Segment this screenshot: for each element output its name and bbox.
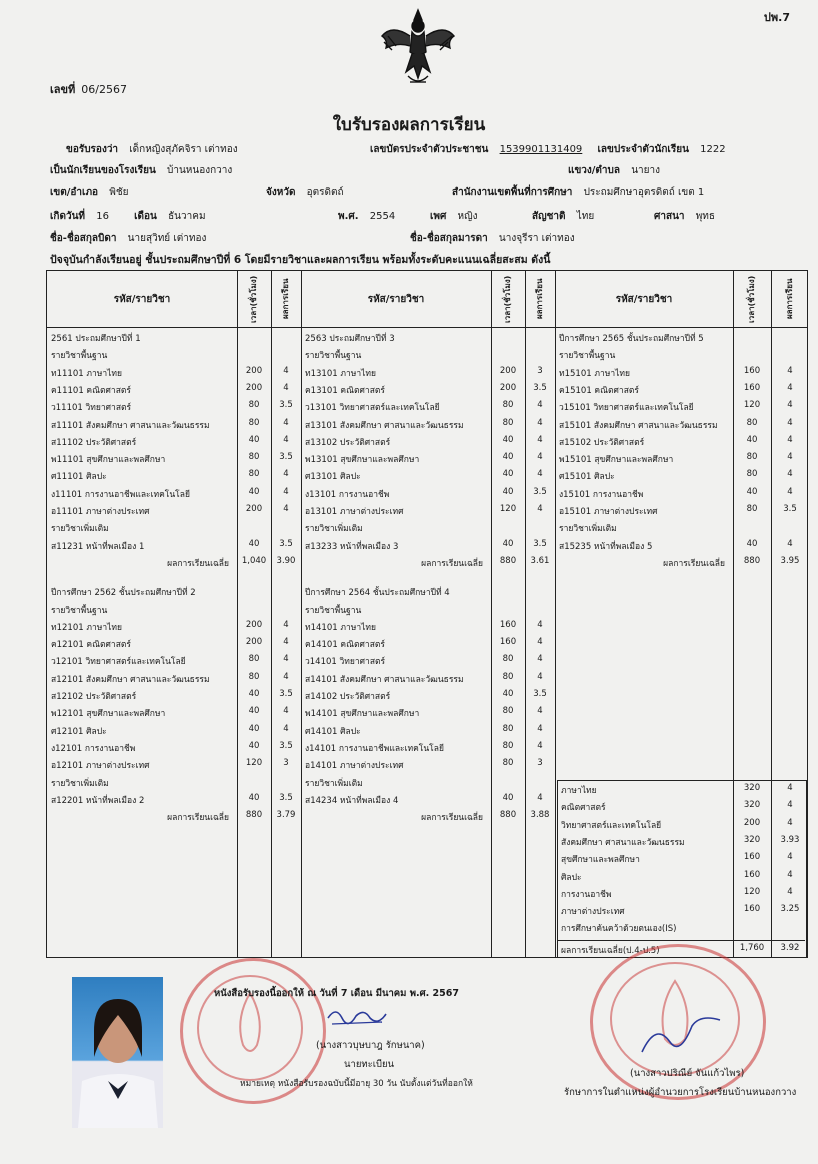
year-title: 2561 ประถมศึกษาปีที่ 1 (51, 334, 141, 344)
year-title: ปีการศึกษา 2565 ชั้นประถมศึกษาปีที่ 5 (559, 334, 704, 344)
subject-hours: 40 (502, 486, 514, 497)
subject-name: รายวิชาพื้นฐาน (51, 351, 108, 362)
nationality-label: สัญชาติ (532, 211, 566, 222)
summary-hours: 200 (743, 817, 761, 828)
subject-grade: 4 (537, 792, 543, 803)
subject-hours: 160 (499, 637, 517, 648)
district-row (50, 185, 132, 200)
subject-name: ส15102 ประวัติศาสตร์ (559, 437, 645, 448)
issue-note: หนังสือรับรองนี้ออกให้ ณ วันที่ 7 เดือน มีนาคม พ.ศ. 2567 (214, 988, 459, 999)
summary-subject: ภาษาต่างประเทศ (561, 907, 625, 918)
subject-hours: 40 (502, 469, 514, 480)
birth-year: 2554 (369, 211, 396, 222)
certify-row (66, 142, 242, 157)
subject-hours: 80 (248, 417, 260, 428)
summary-subject: สังคมศึกษา ศาสนาและวัฒนธรรม (561, 837, 685, 848)
registrar-signature-icon (324, 1004, 390, 1030)
summary-hours: 160 (743, 852, 761, 863)
subject-hours: 80 (502, 654, 514, 665)
subject-hours: 160 (499, 619, 517, 630)
header-grade: ผลการเรียน (785, 278, 794, 320)
subject-hours: 80 (502, 417, 514, 428)
certify-label: ขอรับรองว่า (66, 144, 119, 155)
citizen-id-label: เลขบัตรประจำตัวประชาชน (370, 144, 489, 155)
district-label: เขต/อำเภอ (50, 187, 99, 198)
subject-name: ส14234 หน้าที่พลเมือง 4 (305, 795, 399, 806)
subject-grade: 3 (537, 758, 543, 769)
subject-hours: 200 (499, 382, 517, 393)
average-grade: 3.79 (276, 810, 296, 821)
subject-grade: 3.5 (783, 504, 797, 514)
subject-hours: 40 (502, 434, 514, 445)
summary-grade: 4 (787, 783, 793, 793)
overall-average-label: ผลการเรียนเฉลี่ย(ป.4-ป.5) (561, 945, 660, 956)
subject-hours: 80 (502, 400, 514, 411)
subject-grade: 3.5 (279, 452, 293, 463)
registrar-position: นายทะเบียน (344, 1059, 395, 1070)
subject-hours: 120 (743, 400, 761, 411)
subject-hours: 200 (245, 504, 263, 514)
religion-label: ศาสนา (654, 211, 685, 222)
subject-hours: 200 (245, 382, 263, 393)
subject-hours: 40 (502, 689, 514, 699)
subject-name: ส13102 ประวัติศาสตร์ (305, 437, 391, 448)
summary-subject: สุขศึกษาและพลศึกษา (561, 855, 640, 866)
subject-name: ท11101 ภาษาไทย (51, 368, 122, 379)
year-title: ปีการศึกษา 2562 ชั้นประถมศึกษาปีที่ 2 (51, 588, 196, 599)
subject-name: ส12101 สังคมศึกษา ศาสนาและวัฒนธรรม (51, 674, 210, 685)
average-grade: 3.88 (530, 810, 550, 821)
subject-hours: 80 (248, 400, 260, 411)
header-hours: เวลา(ชั่วโมง) (747, 275, 756, 323)
subject-name: ท12101 ภาษาไทย (51, 622, 122, 633)
subject-hours: 80 (248, 469, 260, 480)
subject-grade: 4 (537, 637, 543, 648)
subject-name: ง15101 การงานอาชีพ (559, 489, 644, 500)
subject-grade: 4 (283, 654, 289, 665)
subject-grade: 4 (283, 671, 289, 682)
subject-grade: 4 (283, 417, 289, 428)
birth-year-label: พ.ศ. (338, 211, 359, 222)
overall-average-hours: 1,760 (739, 942, 765, 953)
student-id-value: 1222 (700, 144, 726, 155)
validity-note: หมายเหตุ หนังสือรับรองฉบับนี้มีอายุ 30 วัน นับตั้งแต่วันที่ออกให้ (240, 1079, 473, 1089)
religion-row (654, 209, 719, 224)
subject-grade: 4 (283, 504, 289, 514)
district-value: พิชัย (109, 187, 129, 198)
province-row (266, 185, 348, 200)
subject-name: ท13101 ภาษาไทย (305, 368, 376, 379)
header-grade: ผลการเรียน (535, 278, 544, 320)
province-label: จังหวัด (266, 187, 296, 198)
subject-name: ค15101 คณิตศาสตร์ (559, 385, 639, 396)
subject-name: อ11101 ภาษาต่างประเทศ (51, 507, 150, 517)
summary-subject: การงานอาชีพ (561, 889, 612, 900)
subject-grade: 4 (283, 365, 289, 376)
subject-grade: 4 (787, 365, 793, 376)
subject-name: รายวิชาเพิ่มเติม (51, 524, 109, 535)
subject-hours: 80 (502, 671, 514, 682)
birth-row (50, 209, 210, 224)
subject-grade: 4 (283, 619, 289, 630)
subject-grade: 4 (537, 469, 543, 480)
subject-name: อ12101 ภาษาต่างประเทศ (51, 761, 150, 772)
average-label: ผลการเรียนเฉลี่ย (421, 813, 483, 824)
subject-hours: 80 (502, 758, 514, 769)
subject-hours: 80 (746, 469, 758, 480)
province-value: อุตรดิตถ์ (306, 187, 344, 198)
summary-grade: 3.25 (780, 904, 800, 915)
subject-hours: 40 (248, 706, 260, 717)
subject-name: อ15101 ภาษาต่างประเทศ (559, 507, 658, 517)
subject-grade: 3 (537, 365, 543, 376)
summary-subject: วิทยาศาสตร์และเทคโนโลยี (561, 820, 662, 831)
subject-hours: 160 (743, 365, 761, 376)
subject-hours: 40 (248, 740, 260, 751)
average-label: ผลการเรียนเฉลี่ย (421, 558, 483, 569)
subject-name: อ13101 ภาษาต่างประเทศ (305, 507, 404, 517)
subject-name: ว15101 วิทยาศาสตร์และเทคโนโลยี (559, 403, 694, 414)
subject-name: ค12101 คณิตศาสตร์ (51, 640, 131, 651)
stamp-emblem-icon (183, 961, 317, 1095)
subject-hours: 80 (746, 504, 758, 514)
summary-subject: การศึกษาค้นคว้าด้วยตนเอง(IS) (561, 924, 677, 935)
subject-grade: 4 (537, 723, 543, 734)
year-title: 2563 ประถมศึกษาปีที่ 3 (305, 334, 395, 344)
document-number-value: 06/2567 (81, 83, 127, 96)
subject-name: ศ11101 ศิลปะ (51, 472, 107, 483)
birth-month: ธันวาคม (168, 211, 206, 222)
subject-name: ศ15101 ศิลปะ (559, 472, 615, 483)
student-photo (72, 977, 163, 1128)
enrollment-summary: ปัจจุบันกำลังเรียนอยู่ ชั้นประถมศึกษาปีที่ 6 โดยมีรายวิชาและผลการเรียน พร้อมทั้งระดับคะแนนเฉลี่ยสะสม ดังนี้ (50, 254, 551, 266)
subject-name: ศ14101 ศิลปะ (305, 726, 361, 737)
subject-name: ส11102 ประวัติศาสตร์ (51, 437, 137, 448)
subject-grade: 3.5 (279, 689, 293, 699)
summary-hours: 160 (743, 869, 761, 880)
subject-name: ส15101 สังคมศึกษา ศาสนาและวัฒนธรรม (559, 420, 718, 431)
subject-name: รายวิชาเพิ่มเติม (305, 778, 363, 789)
summary-grade: 4 (787, 869, 793, 880)
subject-grade: 4 (537, 452, 543, 463)
subject-grade: 4 (537, 504, 543, 514)
subject-name: ง14101 การงานอาชีพและเทคโนโลยี (305, 743, 444, 754)
school-value: บ้านหนองกวาง (167, 165, 233, 176)
summary-hours: 120 (743, 886, 761, 897)
subject-hours: 200 (245, 365, 263, 376)
subject-name: ส13101 สังคมศึกษา ศาสนาและวัฒนธรรม (305, 420, 464, 431)
subdistrict-value: นายาง (631, 165, 661, 176)
subject-grade: 4 (537, 434, 543, 445)
office-row (452, 185, 708, 200)
average-grade: 3.95 (780, 555, 800, 566)
subject-grade: 4 (537, 706, 543, 717)
summary-hours: 320 (743, 800, 761, 811)
average-label: ผลการเรียนเฉลี่ย (167, 813, 229, 824)
document-number (50, 80, 127, 98)
column-divider (555, 271, 556, 957)
document-number-label: เลขที่ (50, 83, 76, 96)
subject-hours: 40 (502, 538, 514, 549)
school-row (50, 163, 236, 178)
subject-name: ท15101 ภาษาไทย (559, 368, 630, 379)
average-label: ผลการเรียนเฉลี่ย (663, 558, 725, 569)
subject-grade: 3 (283, 758, 289, 769)
summary-subject: คณิตศาสตร์ (561, 803, 606, 814)
subdistrict-row (568, 163, 664, 178)
mother-row (410, 231, 579, 246)
director-position: รักษาการในตำแหน่งผู้อำนวยการโรงเรียนบ้านหนองกวาง (564, 1087, 797, 1098)
subject-grade: 3.5 (279, 792, 293, 803)
director-name: (นางสาวปริณีย์ จันแก้วไพร) (630, 1068, 745, 1079)
header-grade: ผลการเรียน (281, 278, 290, 320)
subject-grade: 4 (787, 486, 793, 497)
summary-hours: 320 (743, 834, 761, 845)
subject-name: ส15235 หน้าที่พลเมือง 5 (559, 541, 653, 552)
subject-name: ง12101 การงานอาชีพ (51, 743, 136, 754)
subject-hours: 200 (245, 637, 263, 648)
student-name: เด็กหญิงสุภัคจิรา เต่าทอง (129, 144, 238, 155)
mother-label: ชื่อ-ชื่อสกุลมารดา (410, 233, 488, 244)
subject-hours: 40 (502, 792, 514, 803)
subject-name: รายวิชาเพิ่มเติม (51, 778, 109, 789)
average-label: ผลการเรียนเฉลี่ย (167, 558, 229, 569)
subject-name: ค11101 คณิตศาสตร์ (51, 385, 131, 396)
subject-hours: 80 (248, 452, 260, 463)
subject-grade: 3.5 (279, 538, 293, 549)
nationality-value: ไทย (576, 211, 595, 222)
subject-name: ส11101 สังคมศึกษา ศาสนาและวัฒนธรรม (51, 420, 210, 431)
subject-name: ส14102 ประวัติศาสตร์ (305, 692, 391, 702)
birth-year-row (338, 209, 399, 224)
subject-name: รายวิชาพื้นฐาน (305, 351, 362, 362)
id-row (370, 142, 730, 157)
subject-grade: 3.5 (279, 400, 293, 411)
year-title: ปีการศึกษา 2564 ชั้นประถมศึกษาปีที่ 4 (305, 588, 450, 599)
student-portrait-icon (72, 977, 163, 1128)
average-hours: 880 (499, 555, 517, 566)
overall-average-grade: 3.92 (780, 942, 800, 953)
header-subject: รหัส/รายวิชา (113, 294, 171, 305)
subject-name: ศ13101 ศิลปะ (305, 472, 361, 483)
school-label: เป็นนักเรียนของโรงเรียน (50, 165, 156, 176)
subject-hours: 200 (245, 619, 263, 630)
subject-name: ว11101 วิทยาศาสตร์ (51, 403, 132, 414)
sex-value: หญิง (457, 211, 478, 222)
summary-divider (557, 940, 805, 941)
subject-grade: 4 (283, 469, 289, 480)
summary-grade: 4 (787, 886, 793, 897)
garuda-emblem-icon (378, 6, 458, 90)
nationality-row (532, 209, 598, 224)
student-id-label: เลขประจำตัวนักเรียน (597, 144, 689, 155)
subject-name: พ14101 สุขศึกษาและพลศึกษา (305, 709, 420, 720)
subject-hours: 40 (248, 792, 260, 803)
subject-hours: 40 (248, 689, 260, 699)
average-grade: 3.61 (530, 555, 550, 566)
subject-name: ค13101 คณิตศาสตร์ (305, 385, 385, 396)
sex-label: เพศ (430, 211, 447, 222)
subject-hours: 40 (248, 434, 260, 445)
header-divider (47, 327, 807, 328)
subject-hours: 40 (248, 486, 260, 497)
summary-grade: 3.93 (780, 834, 800, 845)
average-hours: 880 (743, 555, 761, 566)
summary-grade: 4 (787, 817, 793, 828)
registrar-name: (นางสาวบุษบาฎ รักษนาค) (316, 1040, 425, 1051)
subject-hours: 40 (248, 538, 260, 549)
subject-grade: 4 (537, 417, 543, 428)
subject-name: รายวิชาพื้นฐาน (305, 605, 362, 616)
subject-grade: 4 (787, 400, 793, 411)
office-value: ประถมศึกษาอุตรดิตถ์ เขต 1 (583, 187, 705, 198)
director-signature-icon (636, 1012, 726, 1058)
header-subject: รหัส/รายวิชา (367, 294, 425, 305)
header-hours: เวลา(ชั่วโมง) (503, 275, 512, 323)
average-hours: 880 (499, 810, 517, 821)
summary-grade: 4 (787, 852, 793, 863)
father-row (50, 231, 210, 246)
subject-name: ว13101 วิทยาศาสตร์และเทคโนโลยี (305, 403, 440, 414)
birth-month-label: เดือน (134, 211, 157, 222)
subject-name: ท14101 ภาษาไทย (305, 622, 376, 633)
sex-row (430, 209, 482, 224)
subject-name: ว12101 วิทยาศาสตร์และเทคโนโลยี (51, 657, 186, 668)
subject-name: ง13101 การงานอาชีพ (305, 489, 390, 500)
subject-hours: 80 (746, 452, 758, 463)
subdistrict-label: แขวง/ตำบล (568, 165, 621, 176)
subject-name: พ15101 สุขศึกษาและพลศึกษา (559, 455, 674, 466)
form-code: ปพ.7 (763, 11, 790, 24)
subject-grade: 3.5 (279, 740, 293, 751)
subject-grade: 4 (787, 538, 793, 549)
subject-grade: 4 (283, 434, 289, 445)
religion-value: พุทธ (695, 211, 716, 222)
subject-hours: 120 (499, 504, 517, 514)
subject-hours: 120 (245, 758, 263, 769)
page-title: ใบรับรองผลการเรียน (332, 115, 486, 135)
subject-grade: 4 (787, 452, 793, 463)
subject-grade: 4 (283, 637, 289, 648)
subject-hours: 80 (502, 706, 514, 717)
summary-hours: 160 (743, 904, 761, 915)
header-hours: เวลา(ชั่วโมง) (249, 275, 258, 323)
subject-name: ส13233 หน้าที่พลเมือง 3 (305, 541, 399, 552)
subject-grade: 4 (787, 469, 793, 480)
subject-name: ส12201 หน้าที่พลเมือง 2 (51, 795, 145, 806)
subject-grade: 3.5 (533, 382, 547, 393)
subject-grade: 4 (537, 400, 543, 411)
summary-subject: ศิลปะ (561, 872, 582, 883)
subject-hours: 200 (499, 365, 517, 376)
summary-subject: ภาษาไทย (561, 786, 597, 796)
subject-hours: 40 (746, 486, 758, 497)
subject-grade: 3.5 (533, 689, 547, 699)
average-hours: 880 (245, 810, 263, 821)
subject-name: ส12102 ประวัติศาสตร์ (51, 692, 137, 702)
subject-name: รายวิชาเพิ่มเติม (559, 524, 617, 535)
subject-grade: 4 (787, 417, 793, 428)
subject-grade: 4 (537, 654, 543, 665)
average-hours: 1,040 (241, 555, 267, 566)
mother-value: นางจุรีรา เต่าทอง (498, 233, 575, 244)
subject-name: ส14101 สังคมศึกษา ศาสนาและวัฒนธรรม (305, 674, 464, 685)
column-divider (301, 271, 302, 957)
subject-hours: 40 (248, 723, 260, 734)
subject-name: รายวิชาพื้นฐาน (559, 351, 616, 362)
subject-grade: 3.5 (533, 486, 547, 497)
subject-name: ส11231 หน้าที่พลเมือง 1 (51, 541, 145, 552)
father-label: ชื่อ-ชื่อสกุลบิดา (50, 233, 117, 244)
subject-name: ค14101 คณิตศาสตร์ (305, 640, 385, 651)
subject-hours: 80 (502, 723, 514, 734)
subject-grade: 4 (283, 723, 289, 734)
subject-grade: 4 (283, 382, 289, 393)
grades-table (46, 270, 808, 958)
office-label: สำนักงานเขตพื้นที่การศึกษา (452, 187, 573, 198)
summary-grade: 4 (787, 800, 793, 811)
subject-name: อ14101 ภาษาต่างประเทศ (305, 761, 404, 772)
subject-hours: 40 (502, 452, 514, 463)
subject-name: พ12101 สุขศึกษาและพลศึกษา (51, 709, 166, 720)
subject-grade: 4 (537, 740, 543, 751)
subject-grade: 4 (283, 706, 289, 717)
subject-name: ศ12101 ศิลปะ (51, 726, 107, 737)
subject-grade: 3.5 (533, 538, 547, 549)
father-value: นายสุวิทย์ เต่าทอง (127, 233, 207, 244)
average-grade: 3.90 (276, 555, 296, 566)
subject-hours: 40 (746, 434, 758, 445)
subject-hours: 80 (746, 417, 758, 428)
subject-hours: 80 (502, 740, 514, 751)
birth-day-label: เกิดวันที่ (50, 211, 86, 222)
subject-name: พ11101 สุขศึกษาและพลศึกษา (51, 455, 166, 466)
birth-day: 16 (96, 211, 109, 222)
subject-grade: 4 (283, 486, 289, 497)
summary-hours: 320 (743, 783, 761, 793)
subject-hours: 80 (248, 671, 260, 682)
subject-grade: 4 (537, 671, 543, 682)
subject-name: พ13101 สุขศึกษาและพลศึกษา (305, 455, 420, 466)
subject-name: ว14101 วิทยาศาสตร์ (305, 657, 386, 668)
subject-name: รายวิชาพื้นฐาน (51, 605, 108, 616)
subject-hours: 80 (248, 654, 260, 665)
citizen-id-value: 1539901131409 (499, 144, 583, 155)
subject-hours: 160 (743, 382, 761, 393)
subject-name: รายวิชาเพิ่มเติม (305, 524, 363, 535)
subject-grade: 4 (787, 382, 793, 393)
header-subject: รหัส/รายวิชา (615, 294, 673, 305)
subject-grade: 4 (787, 434, 793, 445)
subject-name: ง11101 การงานอาชีพและเทคโนโลยี (51, 489, 190, 500)
subject-grade: 4 (537, 619, 543, 630)
subject-hours: 40 (746, 538, 758, 549)
